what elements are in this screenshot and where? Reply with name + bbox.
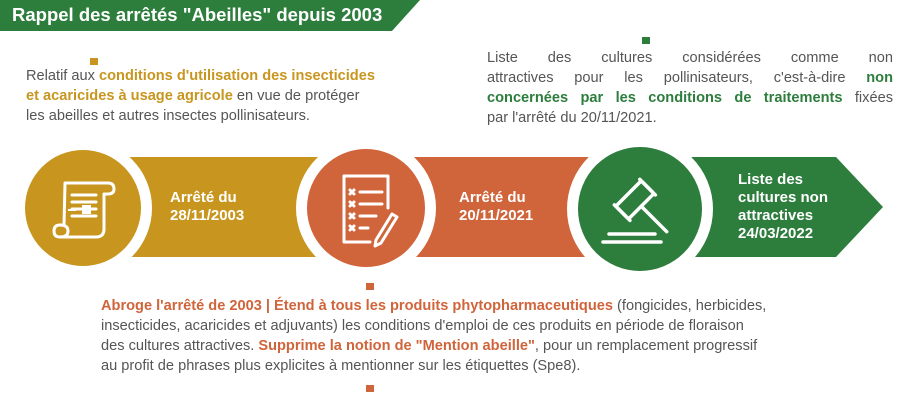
desc-text: Liste des cultures considérées comme non	[487, 50, 893, 66]
step-2003-label	[170, 189, 244, 225]
step-2022-label	[738, 171, 828, 243]
step-label-line: cultures non	[738, 189, 829, 206]
desc-highlight: concernées par les conditions de traitements	[487, 90, 843, 106]
desc-highlight: et acaricides à usage agricole	[26, 88, 233, 104]
desc-text: insecticides, acaricides et adjuvants) les conditions d'emploi de ces produits en période de floraison	[101, 318, 744, 334]
step-date: 24/03/2022	[738, 225, 814, 242]
step-2021-label	[459, 189, 533, 225]
desc-text: des cultures attractives.	[101, 338, 259, 354]
desc-highlight: conditions d'utilisation des insecticides	[99, 68, 375, 84]
desc-text: fixées	[842, 90, 893, 106]
step-date: 20/11/2021	[459, 207, 534, 224]
step-2021-circle	[296, 138, 436, 278]
desc-text: au profit de phrases plus explicites à mentionner sur les étiquettes (Spe8).	[101, 358, 581, 374]
step-date: 28/11/2003	[170, 207, 245, 224]
step-label-line: Liste des	[738, 171, 804, 188]
step-2003-circle	[14, 139, 152, 277]
desc-text: (fongicides, herbicides,	[612, 298, 767, 314]
desc-text: en vue de protéger	[232, 88, 360, 104]
step-label-line: Arrêté du	[459, 189, 526, 206]
desc-text: Relatif aux	[26, 68, 100, 84]
step-label-line: attractives	[738, 207, 814, 224]
gavel-icon	[567, 136, 713, 282]
step-2022-circle	[567, 136, 713, 282]
desc-text: , pour un remplacement progressif	[534, 338, 758, 354]
desc-highlight: Supprime la notion de "Mention abeille"	[258, 338, 535, 354]
document-scroll-icon	[14, 139, 152, 277]
desc-text: les abeilles et autres insectes pollinisateurs.	[26, 108, 310, 124]
desc-highlight: Abroge l'arrêté de 2003 | Étend à tous les produits phytopharmaceutiques	[101, 298, 613, 314]
page-title: Rappel des arrêtés "Abeilles" depuis 2003	[12, 4, 383, 25]
decree-2021-description	[101, 296, 891, 376]
checklist-pen-icon	[296, 138, 436, 278]
desc-text: attractives pour les pollinisateurs, c'est-à-dire	[487, 70, 867, 86]
desc-highlight: non	[866, 70, 893, 86]
step-label-line: Arrêté du	[170, 189, 237, 206]
desc-text: par l'arrêté du 20/11/2021.	[487, 110, 657, 126]
